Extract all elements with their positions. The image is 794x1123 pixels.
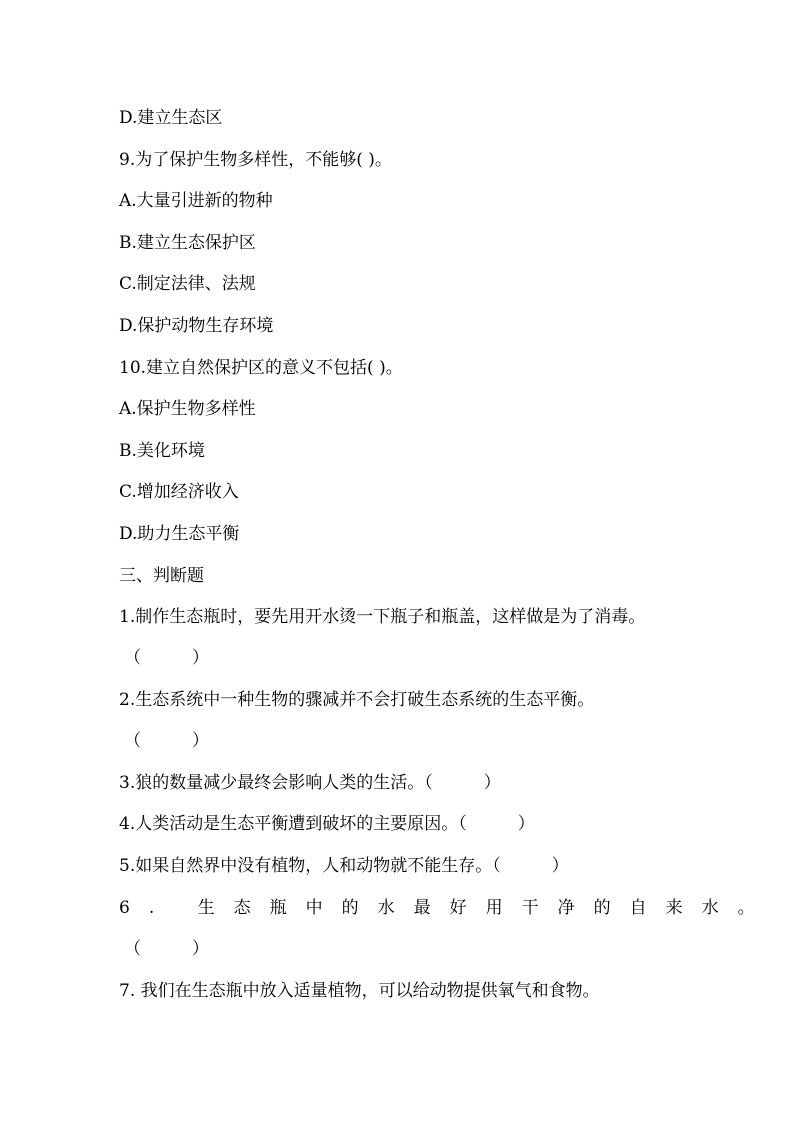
answer-blank-1: （ ） [124,648,209,668]
option-10a: A.保护生物多样性 [119,399,256,419]
judgment-2: 2.生态系统中一种生物的骤减并不会打破生态系统的生态平衡。 [119,690,595,710]
judgment-5: 5.如果自然界中没有植物，人和动物就不能生存。（ ） [119,856,569,876]
option-10c: C.增加经济收入 [119,482,239,502]
question-10: 10.建立自然保护区的意义不包括( )。 [119,358,403,378]
option-9a: A.大量引进新的物种 [119,191,273,211]
question-9: 9.为了保护生物多样性，不能够( )。 [119,150,392,170]
option-8d: D.建立生态区 [119,108,223,128]
option-10b: B.美化环境 [119,441,205,461]
judgment-4: 4.人类活动是生态平衡遭到破坏的主要原因。（ ） [119,814,535,834]
judgment-1: 1.制作生态瓶时，要先用开水烫一下瓶子和瓶盖，这样做是为了消毒。 [119,607,646,627]
judgment-6: 6. 生态瓶中的水最好用干净的自来水。 [119,898,774,918]
option-10d: D.助力生态平衡 [119,524,240,544]
option-9c: C.制定法律、法规 [119,274,256,294]
answer-blank-2: （ ） [124,731,209,751]
option-9d: D.保护动物生存环境 [119,316,274,336]
option-9b: B.建立生态保护区 [119,233,256,253]
judgment-3: 3.狼的数量减少最终会影响人类的生活。（ ） [119,773,501,793]
section-heading-judgment: 三、判断题 [119,566,204,586]
judgment-7: 7. 我们在生态瓶中放入适量植物，可以给动物提供氧气和食物。 [119,981,600,1001]
answer-blank-6: （ ） [124,939,209,959]
